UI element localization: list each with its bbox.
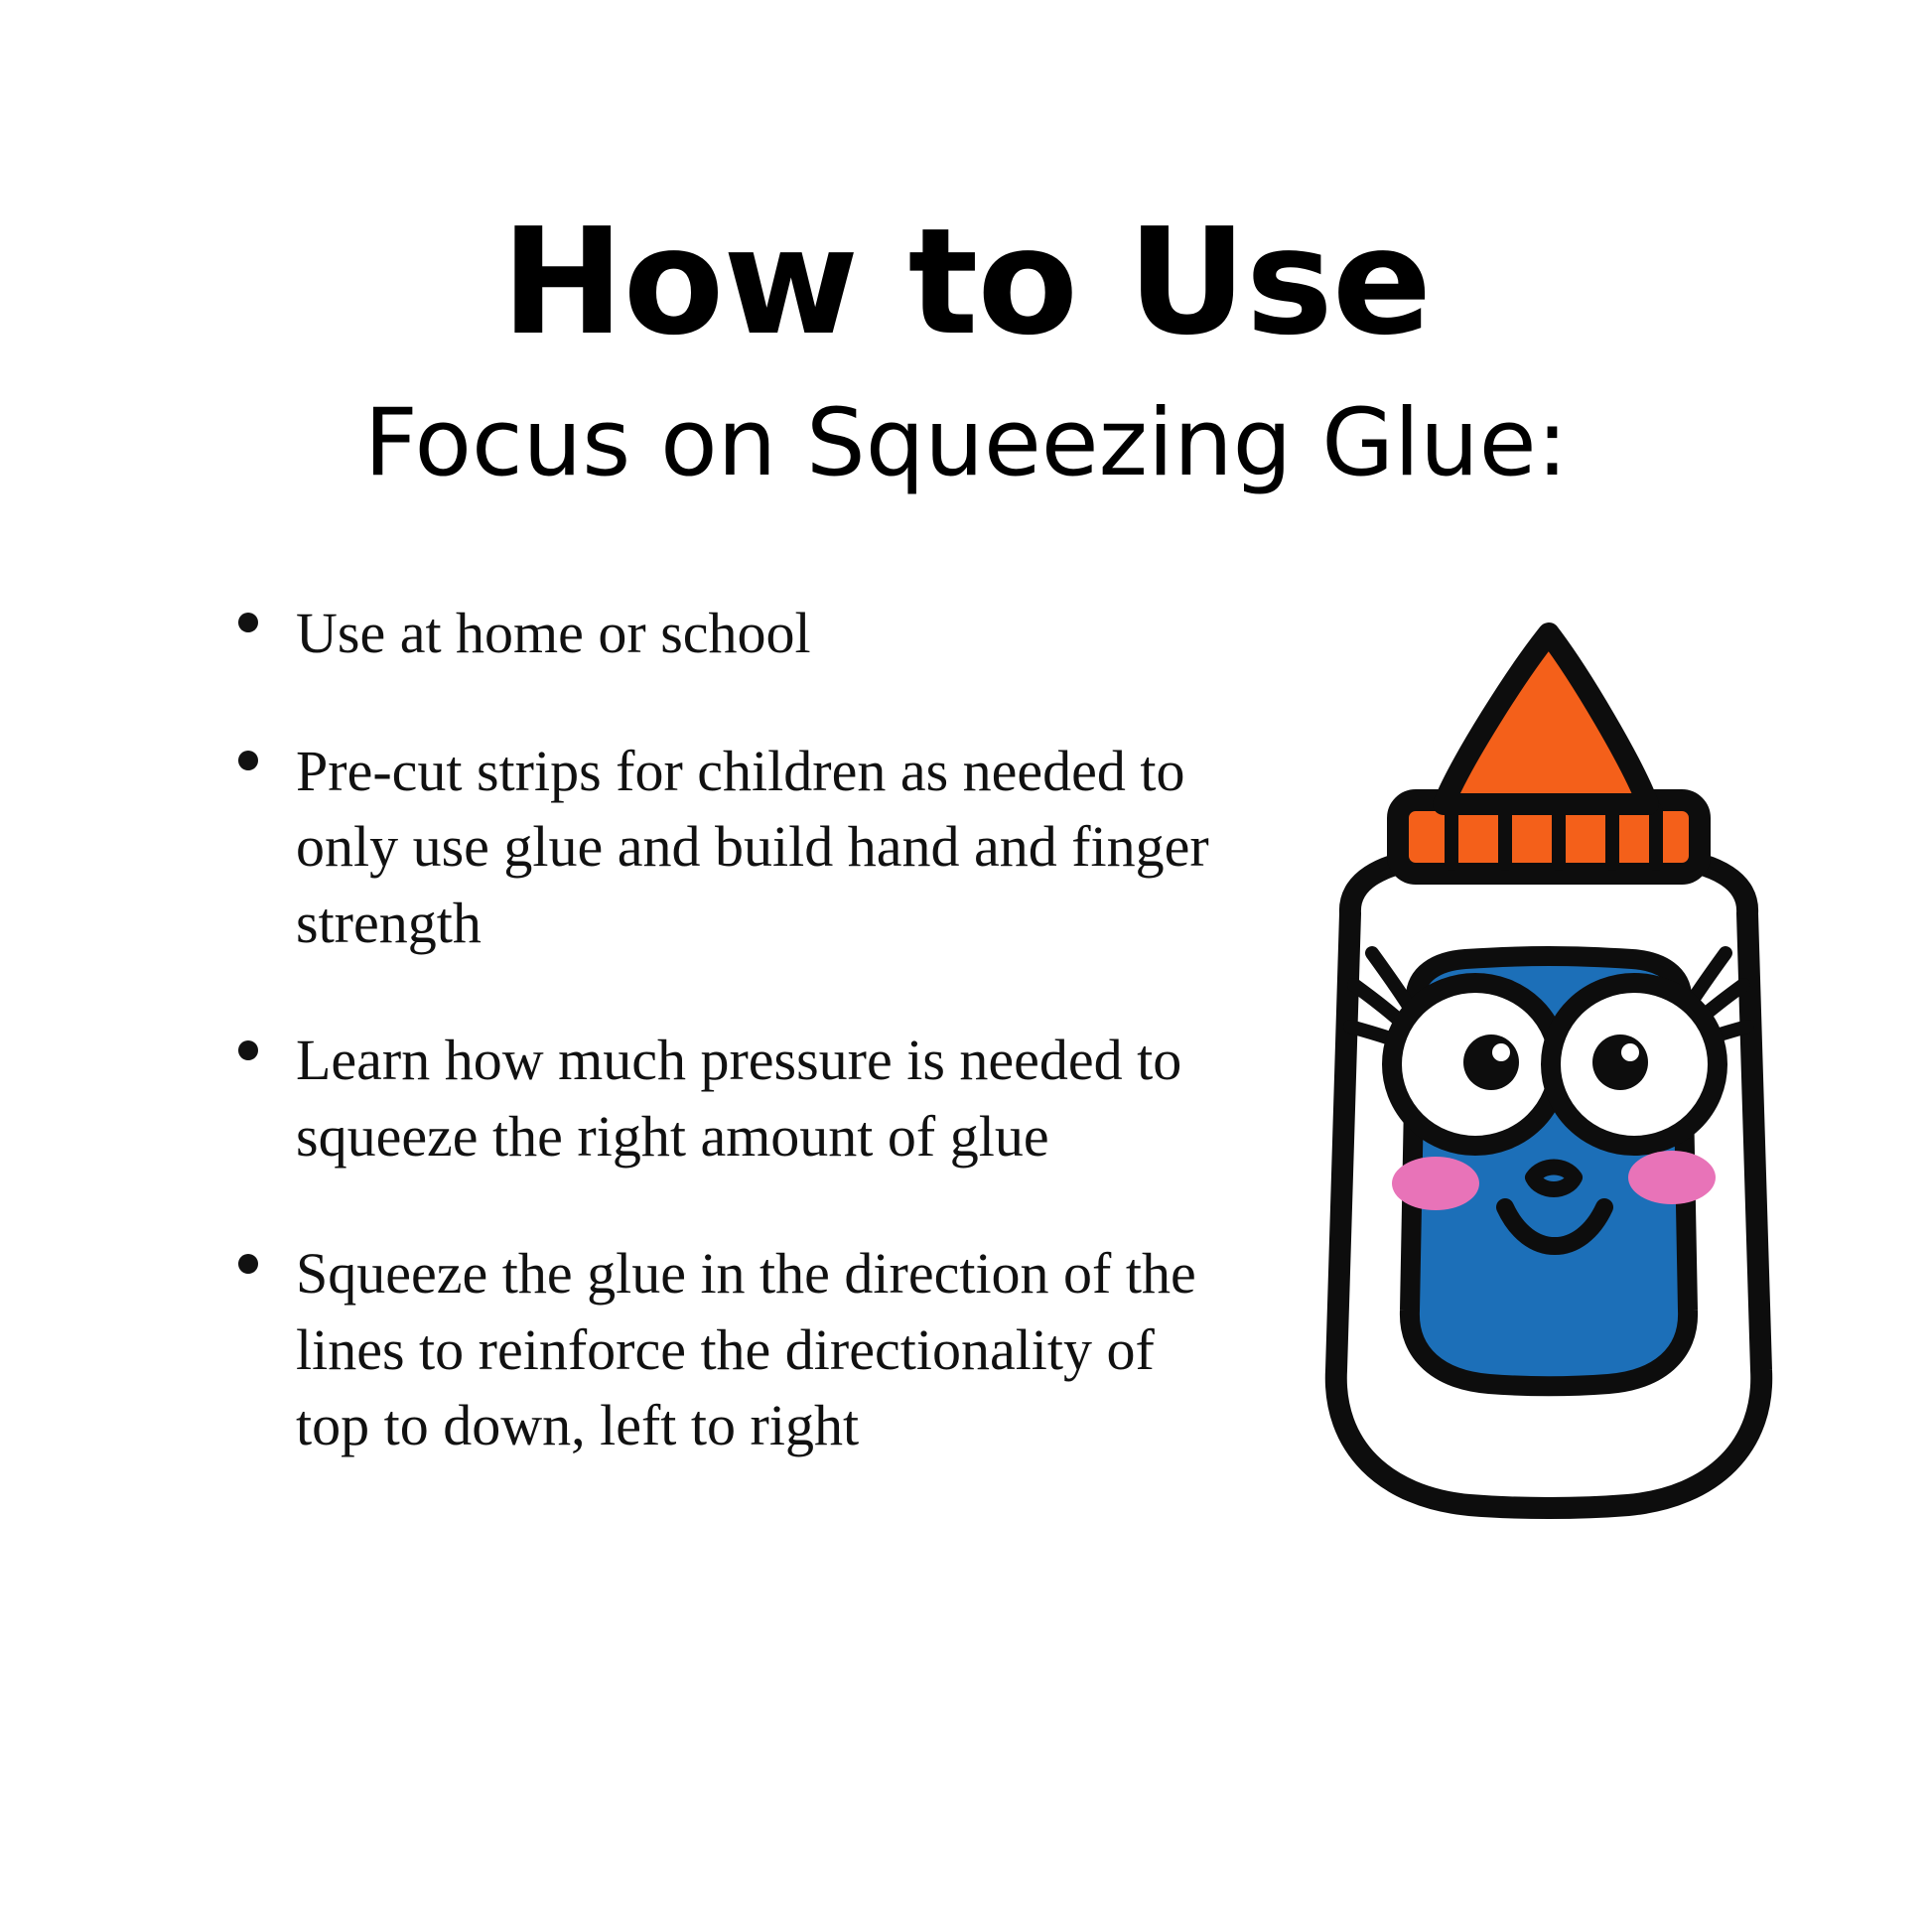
page-title: How to Use	[500, 197, 1432, 367]
bullet-dot-icon	[238, 751, 258, 770]
glue-bottle-illustration	[1231, 616, 1866, 1549]
bullet-dot-icon	[238, 1040, 258, 1060]
list-item	[238, 596, 1241, 672]
list-item-text: Learn how much pressure is needed to squeeze the right amount of glue	[296, 1028, 1182, 1169]
instructions-list	[238, 596, 1241, 1526]
list-item	[238, 1236, 1241, 1464]
list-item	[238, 1023, 1241, 1174]
list-item	[238, 734, 1241, 962]
bullet-dot-icon	[238, 613, 258, 632]
list-item-text: Squeeze the glue in the direction of the lines to reinforce the directionality of top to down, left to right	[296, 1241, 1196, 1458]
list-item-text: Use at home or school	[296, 601, 811, 665]
page-subtitle: Focus on Squeezing Glue:	[363, 389, 1569, 497]
bullet-dot-icon	[238, 1254, 258, 1274]
list-item-text: Pre-cut strips for children as needed to only use glue and build hand and finger strength	[296, 738, 1209, 955]
